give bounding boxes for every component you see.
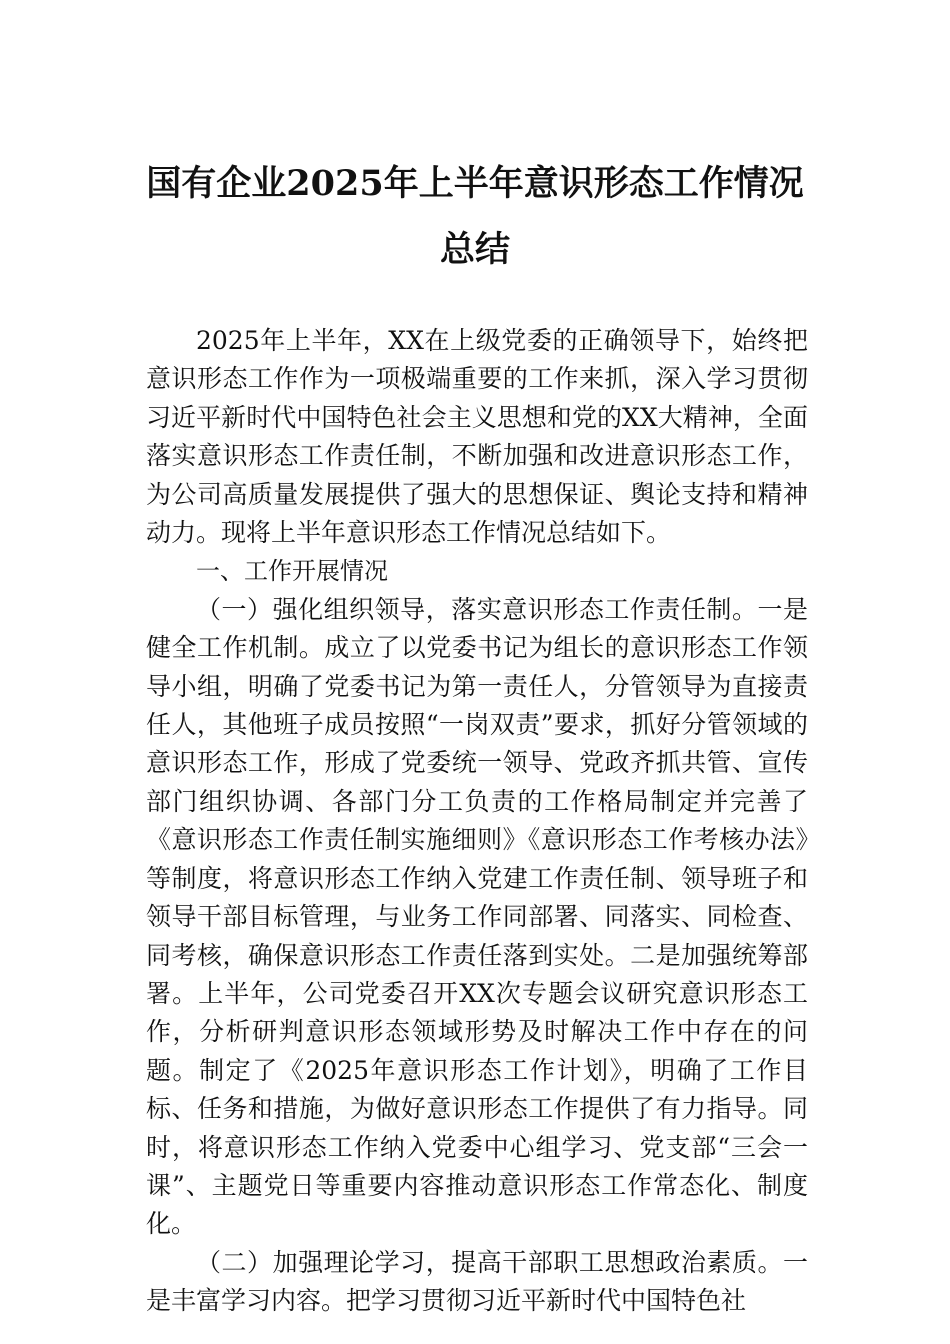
document-body <box>146 322 808 1321</box>
subsection-paragraph-1: （一）强化组织领导，落实意识形态工作责任制。一是健全工作机制。成立了以党委书记为组长的意识形态工作领导小组，明确了党委书记为第一责任人，分管领导为直接责任人，其他班子成员按照“一岗双责”要求，抓好分管领域的意识形态工作，形成了党委统一领导、党政齐抓共管、宣传部门组织协调、各部门分工负责的工作格局制定并完善了《意识形态工作责任制实施细则》《意识形态工作考核办法》等制度，将意识形态工作纳入党建工作责任制、领导班子和领导干部目标管理，与业务工作同部署、同落实、同检查、同考核，确保意识形态工作责任落到实处。二是加强统筹部署。上半年，公司党委召开XX次专题会议研究意识形态工作，分析研判意识形态领域形势及时解决工作中存在的问题。制定了《2025年意识形态工作计划》，明确了工作目标、任务和措施，为做好意识形态工作提供了有力指导。同时，将意识形态工作纳入党委中心组学习、党支部“三会一课”、主题党日等重要内容推动意识形态工作常态化、制度化。 <box>146 594 808 1239</box>
subsection-paragraph-2: （二）加强理论学习，提高干部职工思想政治素质。一是丰富学习内容。把学习贯彻习近平新时代中国特色社 <box>146 1247 808 1316</box>
document-title-line-1: 国有企业2025年上半年意识形态工作情况 <box>146 163 804 204</box>
section-heading-work: 一、工作开展情况 <box>196 557 388 586</box>
document-title-line-2: 总结 <box>439 229 510 270</box>
intro-paragraph: 2025年上半年，XX在上级党委的正确领导下，始终把意识形态工作作为一项极端重要的工作来抓，深入学习贯彻习近平新时代中国特色社会主义思想和党的XX大精神，全面落实意识形态工作责任制，不断加强和改进意识形态工作，为公司高质量发展提供了强大的思想保证、舆论支持和精神动力。现将上半年意识形态工作情况总结如下。 <box>146 326 808 548</box>
